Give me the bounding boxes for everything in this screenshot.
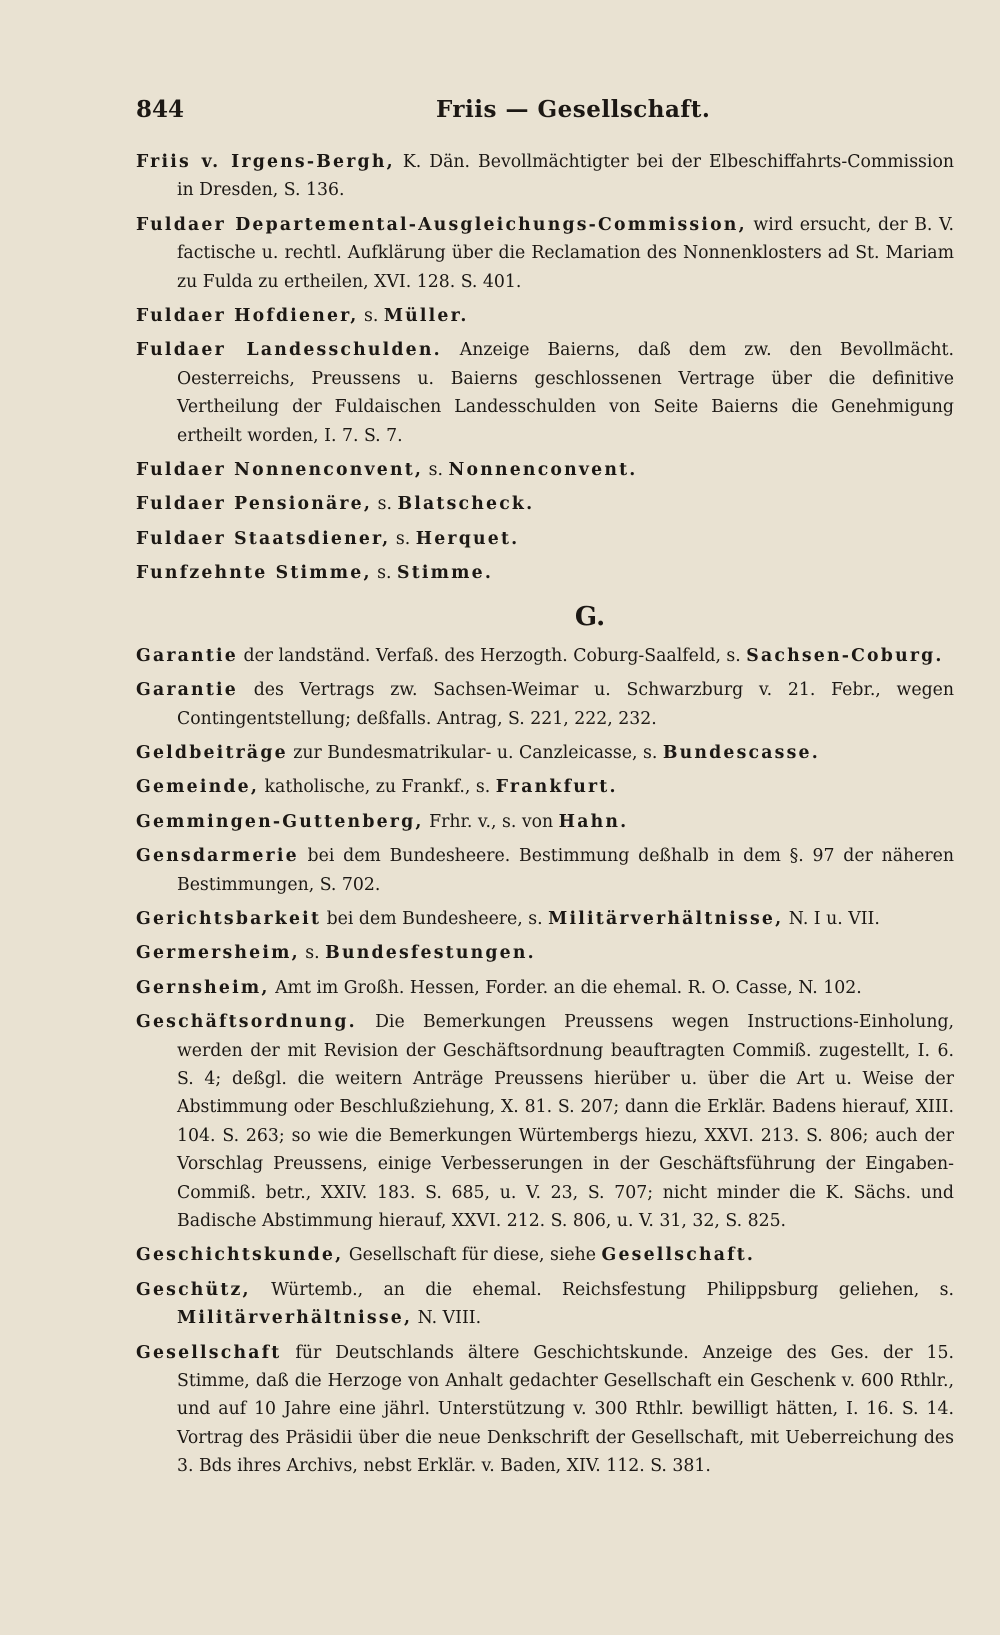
entry-text: wird ersucht, der B. V. factische u. rechtl. Aufklärung über die Reclamation des Nonnenklosters ad St. Mariam zu Fulda zu ertheilen, XVI. 128. S. 401.	[177, 214, 954, 292]
entry-text: Die Bemerkungen Preussens wegen Instructions-Einholung, werden der mit Revision der Geschäftsordnung beauftragten Commiß. zugestellt, I. 6. S. 4; deßgl. die weitern Anträge Preussens hierüber u. über die Art u. Weise der Abstimmung oder Beschlußziehung, X. 81. S. 207; dann die Erklär. Badens hierauf, XIII. 104. S. 263; so wie die Bemerkungen Würtembergs hiezu, XXVI. 213. S. 806; auch der Vorschlag Preussens, einige Verbesserungen in der Geschäftsführung der Eingaben-Commiß. betr., XXIV. 183. S. 685, u. V. 23, S. 707; nicht minder die K. Sächs. und Badische Abstimmung hierauf, XXVI. 212. S. 806, u. V. 31, 32, S. 825.	[177, 1012, 954, 1231]
cross-reference: Sachsen-Coburg.	[746, 645, 944, 666]
index-entry	[136, 1339, 954, 1481]
index-entry	[136, 773, 954, 801]
entry-text: zur Bundesmatrikular- u. Canzleicasse, s.	[287, 742, 663, 763]
index-entry	[136, 148, 954, 205]
entry-text: Würtemb., an die ehemal. Reichsfestung Philippsburg geliehen, s.	[250, 1279, 954, 1300]
entry-text: K. Dän. Bevollmächtigter bei der Elbeschiffahrts-Commission in Dresden, S. 136.	[177, 152, 954, 201]
entry-text: s.	[423, 460, 449, 481]
entry-text: bei dem Bundesheere, s.	[321, 908, 549, 929]
entry-headword: Fuldaer Pensionäre,	[136, 494, 373, 515]
entry-headword: Friis v. Irgens-Bergh,	[136, 152, 395, 172]
index-entry	[136, 1008, 954, 1235]
cross-reference: Frankfurt.	[495, 777, 618, 798]
entry-text: bei dem Bundesheere. Bestimmung deßhalb in dem §. 97 der näheren Bestimmungen, S. 702.	[177, 846, 954, 895]
entry-headword: Gesellschaft	[136, 1342, 282, 1363]
index-entry	[136, 739, 954, 767]
index-entry	[136, 456, 954, 484]
index-entry	[136, 336, 954, 450]
entry-text: für Deutschlands ältere Geschichtskunde. Anzeige des Ges. der 15. Stimme, daß die Herzoge von Anhalt gedachter Gesellschaft ein Geschenk v. 600 Rthlr., und auf 10 Jahre eine jährl. Unterstützung v. 300 Rthlr. bewilligt hätten, I. 16. S. 14. Vortrag des Präsidii über die neue Denkschrift der Gesellschaft, mit Ueberreichung des 3. Bds ihres Archivs, nebst Erklär. v. Baden, XIV. 112. S. 381.	[177, 1342, 954, 1477]
index-entry	[136, 559, 954, 587]
index-entry	[136, 490, 954, 518]
entry-headword: Germersheim,	[136, 943, 300, 964]
entry-headword: Fuldaer Nonnenconvent,	[136, 460, 424, 481]
entry-headword: Garantie	[136, 645, 238, 666]
entry-headword: Gemmingen-Guttenberg,	[136, 811, 424, 832]
entry-text: Amt im Großh. Hessen, Forder. an die ehemal. R. O. Casse, N. 102.	[269, 977, 862, 998]
entry-text: des Vertrags zw. Sachsen-Weimar u. Schwarzburg v. 21. Febr., wegen Contingentstellung; deßfalls. Antrag, S. 221, 222, 232.	[177, 680, 954, 729]
index-entry	[136, 842, 954, 899]
index-entry	[136, 302, 954, 330]
index-entry	[136, 211, 954, 296]
section-letter: G.	[574, 601, 606, 632]
cross-reference: Hahn.	[558, 811, 629, 832]
entry-headword: Geschäftsordnung.	[136, 1012, 357, 1033]
index-entry	[136, 525, 954, 553]
entry-text: der landständ. Verfaß. des Herzogth. Coburg-Saalfeld, s.	[237, 645, 747, 666]
index-entry	[136, 1276, 954, 1333]
entry-text: s.	[372, 494, 398, 515]
entry-text: s.	[371, 563, 398, 584]
running-title: Friis — Gesellschaft.	[436, 96, 711, 123]
page-number: 844	[136, 96, 185, 123]
entry-text: Gesellschaft für diese, siehe	[343, 1245, 602, 1266]
cross-reference: Blatscheck.	[397, 494, 535, 515]
index-entries	[136, 148, 954, 1481]
entry-headword: Fuldaer Landesschulden.	[136, 340, 442, 361]
entry-headword: Fuldaer Staatsdiener,	[136, 528, 391, 549]
cross-reference: Stimme.	[397, 563, 494, 584]
entry-headword: Gensdarmerie	[136, 846, 299, 867]
entry-tail: N. I u. VII.	[783, 908, 880, 929]
index-entry	[136, 905, 954, 933]
index-entry	[136, 808, 954, 836]
entry-headword: Geschütz,	[136, 1279, 251, 1300]
entry-headword: Gernsheim,	[136, 977, 270, 998]
entry-headword: Fuldaer Hofdiener,	[136, 306, 359, 327]
cross-reference: Müller.	[383, 306, 469, 327]
entry-text: katholische, zu Frankf., s.	[259, 777, 496, 798]
index-entry	[136, 642, 954, 670]
cross-reference: Nonnenconvent.	[448, 460, 638, 481]
entry-text: s.	[358, 306, 384, 327]
index-entry	[136, 939, 954, 967]
index-entry	[136, 676, 954, 733]
entry-headword: Fuldaer Departemental-Ausgleichungs-Commission,	[136, 214, 747, 235]
entry-text: s.	[390, 528, 416, 549]
index-entry	[136, 1241, 954, 1269]
entry-headword: Geschichtskunde,	[136, 1245, 344, 1266]
cross-reference: Militärverhältnisse,	[548, 908, 784, 929]
entry-text: Anzeige Baierns, daß dem zw. den Bevollmächt. Oesterreichs, Preussens u. Baierns geschlossenen Vertrage über die definitive Vertheilung der Fuldaischen Landesschulden von Seite Baierns die Genehmigung ertheilt worden, I. 7. S. 7.	[177, 340, 954, 446]
index-entry	[136, 974, 954, 1002]
entry-headword: Garantie	[136, 680, 238, 701]
cross-reference: Bundesfestungen.	[325, 943, 536, 964]
entry-tail: N. VIII.	[412, 1308, 482, 1329]
cross-reference: Bundescasse.	[662, 742, 820, 763]
page-header	[136, 96, 954, 136]
cross-reference: Gesellschaft.	[601, 1245, 756, 1266]
cross-reference: Herquet.	[415, 528, 520, 549]
entry-headword: Gerichtsbarkeit	[136, 908, 322, 929]
entry-text: s.	[299, 943, 326, 964]
entry-headword: Funfzehnte Stimme,	[136, 563, 372, 584]
entry-headword: Geldbeiträge	[136, 742, 288, 763]
entry-headword: Gemeinde,	[136, 777, 260, 798]
entry-text: Frhr. v., s. von	[423, 811, 559, 832]
cross-reference: Militärverhältnisse,	[177, 1308, 413, 1329]
